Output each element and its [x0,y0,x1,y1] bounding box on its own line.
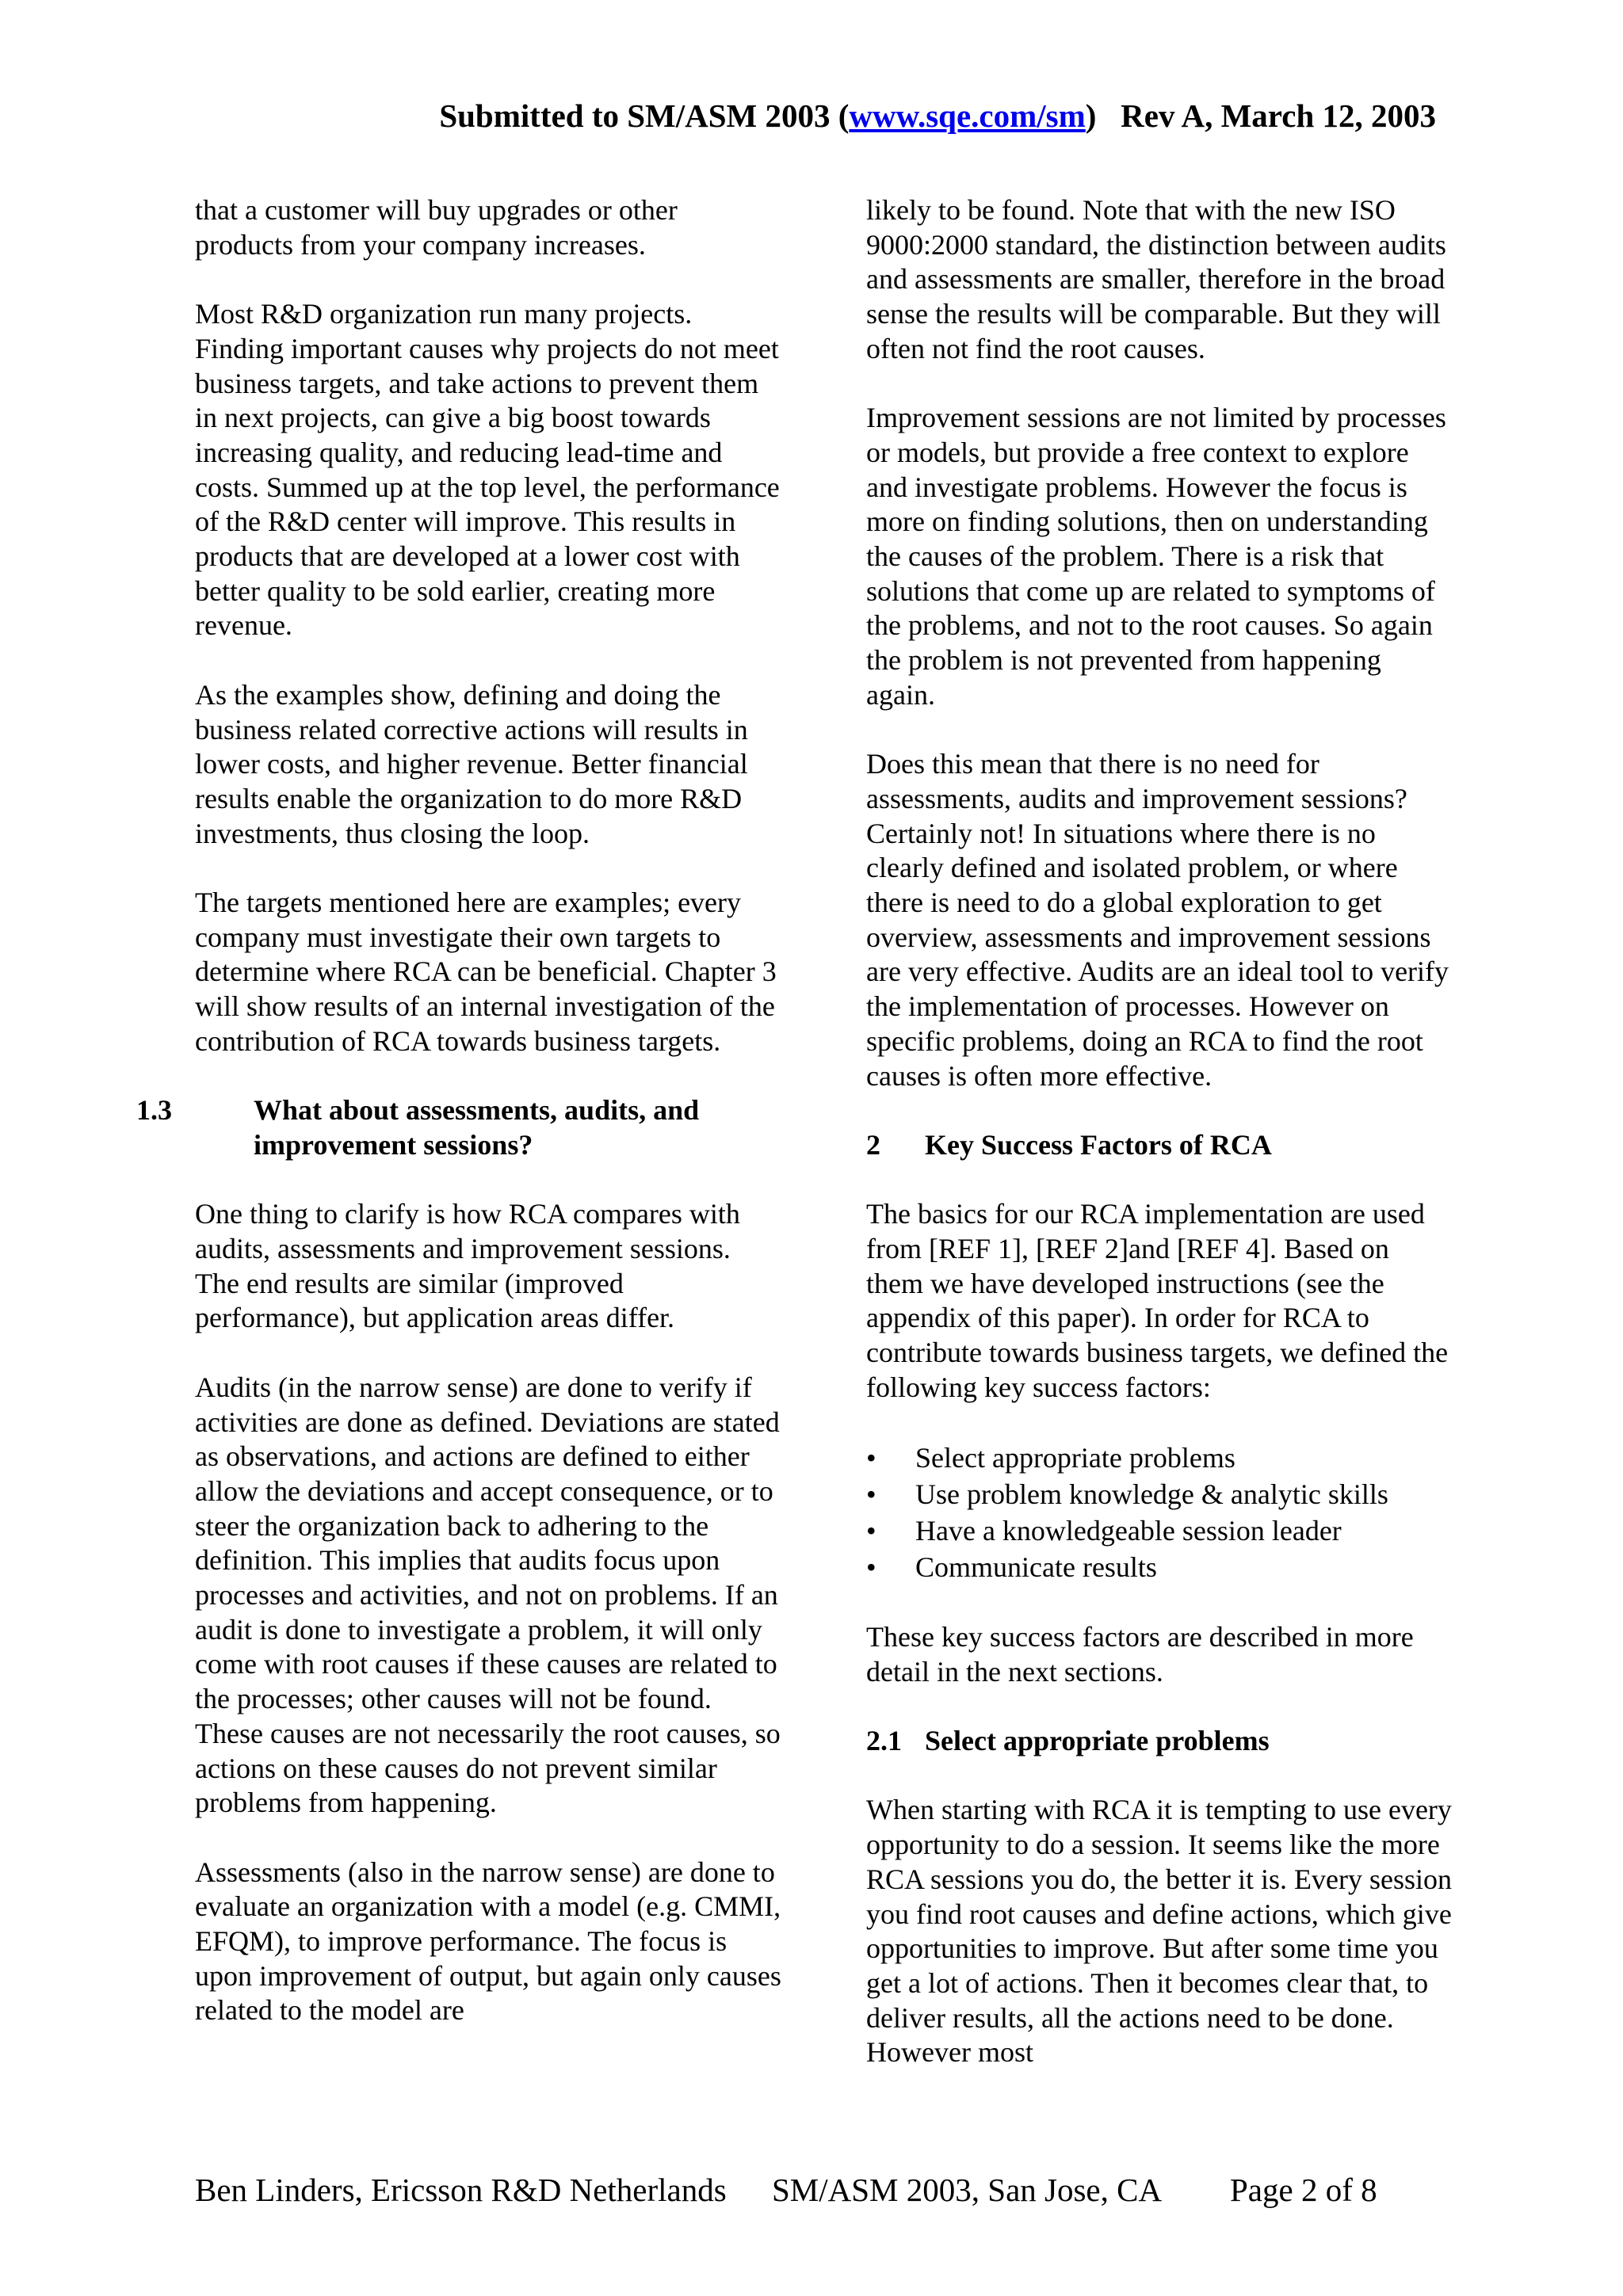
paragraph: The targets mentioned here are examples; every company must investigate their own targets to determine where RCA can be beneficial. Chapter 3 will show results of an internal investigation of the contribution of RCA towards business targets. [195,887,777,1057]
paragraph: Improvement sessions are not limited by processes or models, but provide a free context to explore and investigate problems. However the focus is more on finding solutions, then on understanding the causes of the problem. There is a risk that solutions that come up are related to symptoms of the problems, and not to the root causes. So again the problem is not prevented from happening again. [866,402,1446,711]
footer-author: Ben Linders, Ericsson R&D Netherlands [195,2172,727,2208]
section-number: 1.3 [136,1094,172,1127]
paragraph: Does this mean that there is no need for assessments, audits and improvement sessions? Certainly not! In situations where there is no clearly defined and isolated problem, or where there is need to do a global exploration to get overview, assessments and improvement sessions are very effective. Audits are an ideal tool to verify the implementation of processes. However on specific problems, doing an RCA to find the root causes is often more effective. [866,748,1449,1092]
paragraph: Audits (in the narrow sense) are done to verify if activities are done as defined. Deviations are stated as observations, and actions are defined to either allow the deviations and accept consequence, or to steer the organization back to adhering to the definition. This implies that audits focus upon processes and activities, and not on problems. If an audit is done to investigate a problem, it will only come with root causes if these causes are related to the processes; other causes will not be found. These causes are not necessarily the root causes, so actions on these causes do not prevent similar problems from happening. [195,1371,781,1819]
success-factors-list [866,1440,1453,1585]
paragraph: These key success factors are described in more detail in the next sections. [866,1620,1414,1688]
bullet-icon: • [866,1551,876,1584]
list-item [866,1440,1453,1476]
paragraph: that a customer will buy upgrades or other products from your company increases. [195,194,678,261]
list-item [866,1512,1453,1549]
list-item-text: Select appropriate problems [915,1442,1235,1474]
section-number: 2.1 [866,1725,902,1757]
footer-conference: SM/ASM 2003, San Jose, CA [772,2172,1163,2208]
left-column [136,193,781,2063]
list-item [866,1476,1453,1512]
section-heading-2 [866,1128,1453,1163]
list-item-text: Use problem knowledge & analytic skills [915,1478,1388,1511]
paragraph: One thing to clarify is how RCA compares with audits, assessments and improvement sessions. The end results are similar (improved performance), but application areas differ. [195,1198,740,1334]
section-heading-1-3 [136,1093,781,1162]
bullet-icon: • [866,1442,876,1474]
footer-page-number: Page 2 of 8 [1230,2172,1377,2208]
header-prefix: Submitted to SM/ASM 2003 ( [439,97,850,134]
paragraph: Most R&D organization run many projects. Finding important causes why projects do not meet business targets, and take actions to prevent them in next projects, can give a big boost towards increasing quality, and reducing lead-time and costs. Summed up at the top level, the performance of the R&D center will improve. This results in products that are developed at a lower cost with better quality to be sold earlier, creating more revenue. [195,298,780,642]
paragraph: Assessments (also in the narrow sense) are done to evaluate an organization with a model (e.g. CMMI, EFQM), to improve performance. The focus is upon improvement of output, but again only causes related to the model are [195,1855,781,2027]
section-title: What about assessments, audits, and improvement sessions? [254,1094,700,1161]
right-column [866,193,1453,2105]
page-header [0,93,1436,138]
header-suffix: ) Rev A, March 12, 2003 [1085,97,1436,134]
page-footer [195,2168,1377,2212]
section-title: Key Success Factors of RCA [925,1128,1272,1161]
section-heading-2-1 [866,1724,1453,1759]
bullet-icon: • [866,1515,876,1547]
header-link[interactable]: www.sqe.com/sm [849,97,1086,134]
list-item-text: Communicate results [915,1551,1157,1584]
list-item-text: Have a knowledgeable session leader [915,1515,1342,1547]
section-number: 2 [866,1128,880,1161]
bullet-icon: • [866,1478,876,1511]
section-title: Select appropriate problems [925,1725,1270,1757]
section-heading-1-3-line [136,1093,781,1162]
paragraph: When starting with RCA it is tempting to use every opportunity to do a session. It seems like the more RCA sessions you do, the better it is. Every session you find root causes and define actions, which give opportunities to improve. But after some time you get a lot of actions. Then it becomes clear that, to deliver results, all the actions need to be done. However most [866,1794,1452,2069]
paragraph: likely to be found. Note that with the new ISO 9000:2000 standard, the distinction between audits and assessments are smaller, therefore in the broad sense the results will be comparable. But they will often not find the root causes. [866,194,1446,364]
list-item [866,1549,1453,1585]
paragraph: The basics for our RCA implementation are used from [REF 1], [REF 2]and [REF 4]. Based on them we have developed instructions (see the appendix of this paper). In order for RCA to contribute towards business targets, we defined the following key success factors: [866,1198,1449,1403]
paragraph: As the examples show, defining and doing the business related corrective actions will results in lower costs, and higher revenue. Better financial results enable the organization to do more R&D investments, thus closing the loop. [195,678,748,849]
